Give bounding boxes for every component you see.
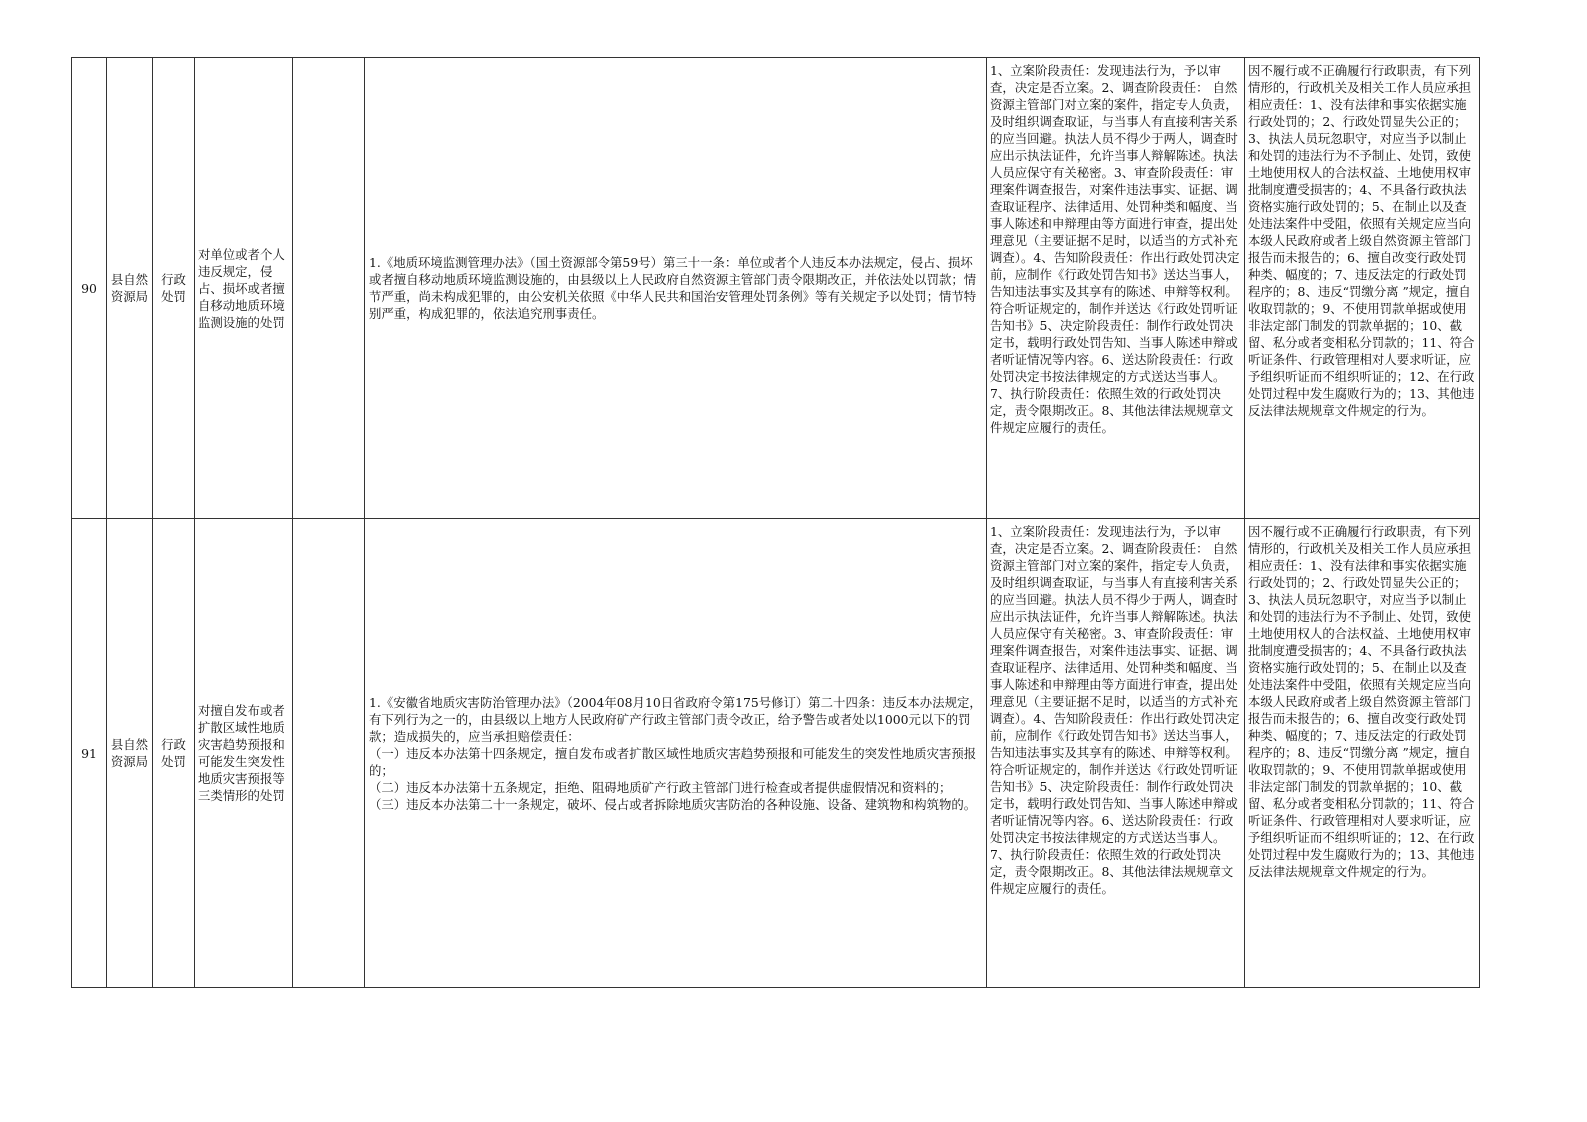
table-row bbox=[72, 519, 1480, 988]
item-name-cell: 对单位或者个人违反规定，侵占、损坏或者擅自移动地质环境监测设施的处罚 bbox=[195, 58, 293, 519]
sub-item-cell bbox=[293, 519, 365, 988]
sub-item-cell bbox=[293, 58, 365, 519]
row-number: 91 bbox=[72, 519, 107, 988]
legal-basis-clause: （二）违反本办法第十五条规定，拒绝、阻碍地质矿产行政主管部门进行检查或者提供虚假情况和资料的； bbox=[369, 779, 952, 795]
table-row bbox=[72, 58, 1480, 519]
department-cell: 县自然资源局 bbox=[107, 58, 153, 519]
responsibility-cell: 1、立案阶段责任：发现违法行为，予以审查，决定是否立案。2、调查阶段责任： 自然资源主管部门对立案的案件，指定专人负责，及时组织调查取证，与当事人有直接利害关系的应当回避。执法人员不得少于两人，调查时应出示执法证件，允许当事人辩解陈述。执法人员应保守有关秘密。3、审查阶段责任：审理案件调查报告，对案件违法事实、证据、调查取证程序、法律适用、处罚种类和幅度、当事人陈述和申辩理由等方面进行审查，提出处理意见（主要证据不足时，以适当的方式补充调查）。4、告知阶段责任：作出行政处罚决定前，应制作《行政处罚告知书》送达当事人，告知违法事实及其享有的陈述、申辩等权利。符合听证规定的，制作并送达《行政处罚听证告知书》5、决定阶段责任：制作行政处罚决定书，载明行政处罚告知、当事人陈述申辩或者听证情况等内容。6、送达阶段责任：行政处罚决定书按法律规定的方式送达当事人。7、执行阶段责任：依照生效的行政处罚决定，责令限期改正。8、其他法律法规规章文件规定应履行的责任。 bbox=[987, 519, 1245, 988]
accountability-cell: 因不履行或不正确履行行政职责，有下列情形的，行政机关及相关工作人员应承担相应责任：1、没有法律和事实依据实施行政处罚的；2、行政处罚显失公正的；3、执法人员玩忽职守，对应当予以制止和处罚的违法行为不予制止、处罚，致使土地使用权人的合法权益、土地使用权审批制度遭受损害的；4、不具备行政执法资格实施行政处罚的；5、在制止以及查处违法案件中受阻，依照有关规定应当向本级人民政府或者上级自然资源主管部门报告而未报告的；6、擅自改变行政处罚种类、幅度的；7、违反法定的行政处罚程序的；8、违反“罚缴分离 ”规定，擅自收取罚款的；9、不使用罚款单据或使用非法定部门制发的罚款单据的；10、截留、私分或者变相私分罚款的；11、符合听证条件、行政管理相对人要求听证，应予组织听证而不组织听证的；12、在行政处罚过程中发生腐败行为的；13、其他违反法律法规规章文件规定的行为。 bbox=[1245, 58, 1480, 519]
legal-basis-clause: （三）违反本办法第二十一条规定，破坏、侵占或者拆除地质灾害防治的各种设施、设备、建筑物和构筑物的。 bbox=[369, 796, 977, 812]
row-number: 90 bbox=[72, 58, 107, 519]
power-list-table bbox=[71, 57, 1480, 988]
legal-basis-clause: （一）违反本办法第十四条规定，擅自发布或者扩散区域性地质灾害趋势预报和可能发生的突发性地质灾害预报的； bbox=[369, 745, 977, 778]
item-name-cell: 对擅自发布或者扩散区域性地质灾害趋势预报和可能发生突发性地质灾害预报等三类情形的处罚 bbox=[195, 519, 293, 988]
responsibility-cell: 1、立案阶段责任：发现违法行为，予以审查，决定是否立案。2、调查阶段责任： 自然资源主管部门对立案的案件，指定专人负责，及时组织调查取证，与当事人有直接利害关系的应当回避。执法人员不得少于两人，调查时应出示执法证件，允许当事人辩解陈述。执法人员应保守有关秘密。3、审查阶段责任：审理案件调查报告，对案件违法事实、证据、调查取证程序、法律适用、处罚种类和幅度、当事人陈述和申辩理由等方面进行审查，提出处理意见（主要证据不足时，以适当的方式补充调查）。4、告知阶段责任：作出行政处罚决定前，应制作《行政处罚告知书》送达当事人，告知违法事实及其享有的陈述、申辩等权利。符合听证规定的，制作并送达《行政处罚听证告知书》5、决定阶段责任：制作行政处罚决定书，载明行政处罚告知、当事人陈述申辩或者听证情况等内容。6、送达阶段责任：行政处罚决定书按法律规定的方式送达当事人。7、执行阶段责任：依照生效的行政处罚决定，责令限期改正。8、其他法律法规规章文件规定应履行的责任。 bbox=[987, 58, 1245, 519]
category-cell: 行政处罚 bbox=[153, 519, 195, 988]
category-cell: 行政处罚 bbox=[153, 58, 195, 519]
legal-basis-cell bbox=[365, 519, 987, 988]
department-cell: 县自然资源局 bbox=[107, 519, 153, 988]
legal-basis-cell bbox=[365, 58, 987, 519]
legal-basis-paragraph: 1.《安徽省地质灾害防治管理办法》（2004年08月10日省政府令第175号修订）第二十四条：违反本办法规定，有下列行为之一的，由县级以上地方人民政府矿产行政主管部门责令改正，给予警告或者处以1000元以下的罚款；造成损失的，应当承担赔偿责任： bbox=[369, 694, 982, 744]
accountability-cell: 因不履行或不正确履行行政职责，有下列情形的，行政机关及相关工作人员应承担相应责任：1、没有法律和事实依据实施行政处罚的；2、行政处罚显失公正的；3、执法人员玩忽职守，对应当予以制止和处罚的违法行为不予制止、处罚，致使土地使用权人的合法权益、土地使用权审批制度遭受损害的；4、不具备行政执法资格实施行政处罚的；5、在制止以及查处违法案件中受阻，依照有关规定应当向本级人民政府或者上级自然资源主管部门报告而未报告的；6、擅自改变行政处罚种类、幅度的；7、违反法定的行政处罚程序的；8、违反“罚缴分离 ”规定，擅自收取罚款的；9、不使用罚款单据或使用非法定部门制发的罚款单据的；10、截留、私分或者变相私分罚款的；11、符合听证条件、行政管理相对人要求听证，应予组织听证而不组织听证的；12、在行政处罚过程中发生腐败行为的；13、其他违反法律法规规章文件规定的行为。 bbox=[1245, 519, 1480, 988]
legal-basis-paragraph: 1.《地质环境监测管理办法》（国土资源部令第59号）第三十一条：单位或者个人违反本办法规定，侵占、损坏或者擅自移动地质环境监测设施的，由县级以上人民政府自然资源主管部门责令限期改正，并依法处以罚款；情节严重，尚未构成犯罪的，由公安机关依照《中华人民共和国治安管理处罚条例》等有关规定予以处罚；情节特别严重，构成犯罪的，依法追究刑事责任。 bbox=[369, 255, 977, 321]
